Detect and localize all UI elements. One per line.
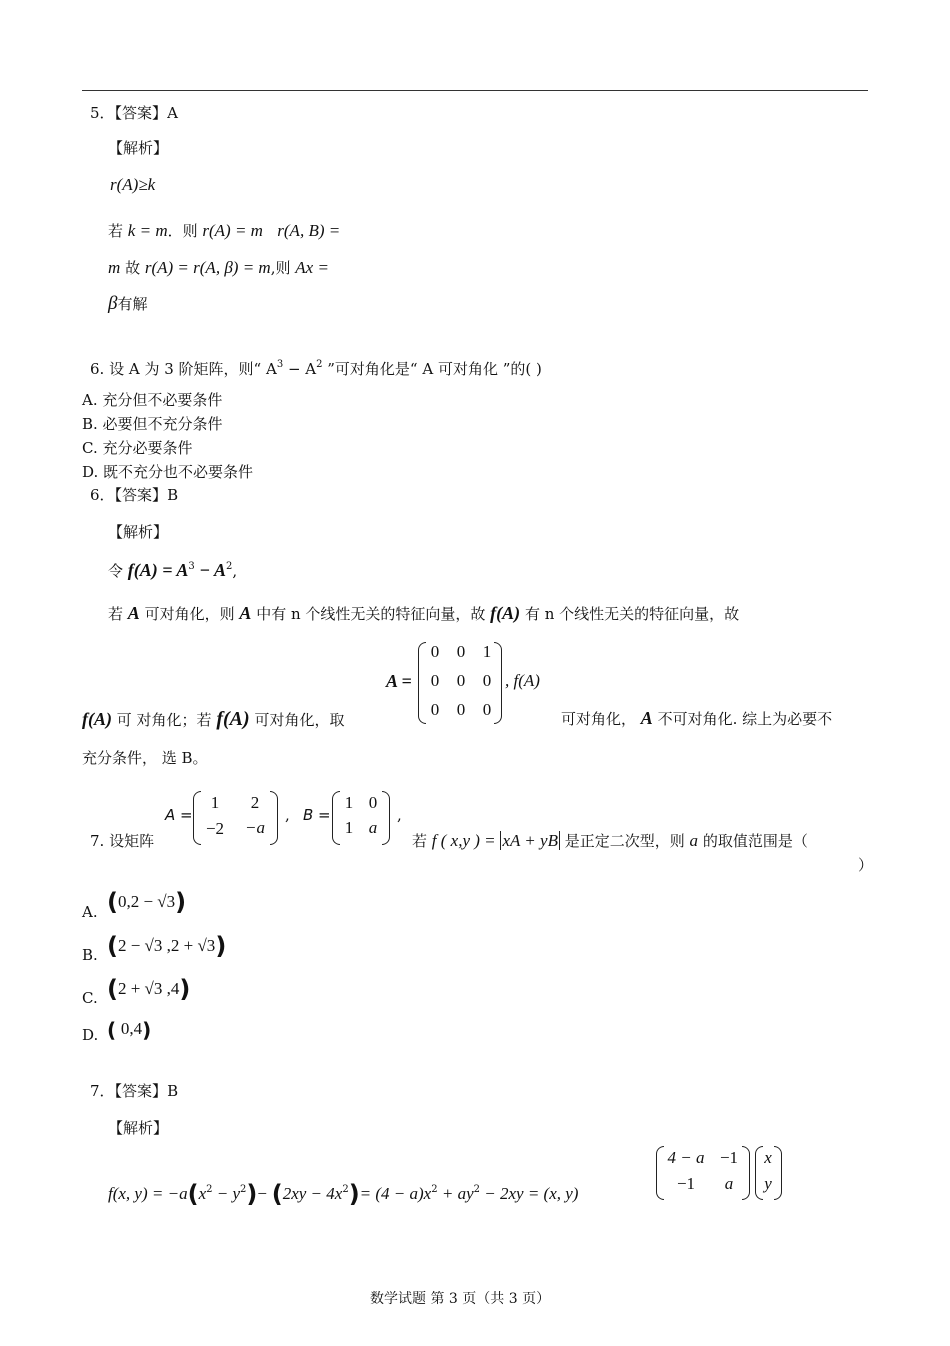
- q5-text: 故: [125, 259, 141, 277]
- q6-text: 令: [108, 562, 124, 580]
- q6-analysis-p2-left: [82, 708, 344, 731]
- q7-B-label: B =: [303, 806, 331, 824]
- q7-sup: 2: [342, 1184, 349, 1195]
- matrix-cell: 0: [456, 671, 466, 690]
- q7-option-a-text: 0,2 − √3: [117, 892, 176, 911]
- matrix-cell: 0: [482, 700, 492, 719]
- q6-math: f(A) = A: [127, 560, 189, 580]
- q7-close-paren: ）: [858, 856, 874, 874]
- matrix-cell: −1: [676, 1174, 696, 1193]
- left-paren-glyph: (: [107, 932, 118, 960]
- q7-B-matrix: [338, 791, 388, 843]
- q7-A-right-paren: [270, 791, 278, 845]
- q6-answer-line: [90, 484, 178, 505]
- q7-sup: 2: [240, 1184, 247, 1195]
- matrix-cell: 2: [250, 793, 260, 812]
- q7-comma: ,: [285, 806, 290, 824]
- q6-option-d: D. 既不充分也不必要条件: [82, 463, 254, 481]
- q5-rank-inequality: r(A)≥k: [110, 175, 156, 194]
- right-paren-glyph: ): [179, 975, 191, 1003]
- right-paren-glyph: ): [215, 932, 227, 960]
- q7-comma2: ,: [397, 806, 402, 824]
- matrix-cell: 0: [456, 642, 466, 661]
- q6-analysis-p1: [108, 603, 739, 624]
- q7-quad-matrix: [662, 1146, 748, 1198]
- q6-number: 6．: [90, 486, 115, 504]
- q7-sup: 2: [473, 1184, 480, 1195]
- left-paren-glyph: (: [271, 1180, 283, 1208]
- vector-cell: x: [764, 1148, 772, 1167]
- q5-answer-label: 【答案】: [114, 104, 168, 122]
- q5-math: r(A, B) =: [277, 221, 341, 240]
- q5-analysis-line2: [108, 220, 340, 241]
- left-paren-glyph: (: [107, 1018, 117, 1042]
- page-footer: 数学试题 第 3 页（共 3 页）: [370, 1291, 551, 1307]
- q6-matrix-after: , f(A): [505, 671, 540, 690]
- q6-option-b: B. 必要但不充分条件: [82, 415, 223, 433]
- q7-option-a-label: A.: [82, 903, 98, 921]
- matrix-cell: 1: [344, 793, 354, 812]
- q7-B-right-paren: [382, 791, 390, 845]
- matrix-cell: 4 − a: [667, 1148, 705, 1167]
- q7-math: + ay: [437, 1184, 474, 1203]
- matrix-cell: a: [724, 1174, 734, 1193]
- q7-answer-line: [90, 1080, 178, 1101]
- q6-answer-label: 【答案】: [114, 486, 168, 504]
- q7-math: x: [198, 1184, 207, 1203]
- q7-vector-right-paren: [774, 1146, 782, 1200]
- right-paren-glyph: ): [175, 888, 187, 916]
- q6-analysis-p2-right: [561, 708, 832, 729]
- q7-option-c: [107, 975, 190, 1003]
- q5-analysis-line3: [108, 257, 329, 278]
- q6-text: 6. 设 A 为 3 阶矩阵，则“ A: [90, 360, 277, 378]
- q7-option-b-label: B.: [82, 946, 98, 964]
- q7-text: 若: [412, 832, 428, 850]
- q7-sup: 2: [206, 1184, 213, 1195]
- matrix-cell: 1: [210, 793, 220, 812]
- left-paren-glyph: (: [107, 975, 118, 1003]
- matrix-cell: 0: [430, 642, 440, 661]
- q7-math: f ( x,y ) =: [431, 831, 496, 850]
- q7-option-c-label: C.: [82, 989, 98, 1007]
- q6-math: f(A): [490, 603, 521, 623]
- q5-answer-value: A: [167, 104, 178, 122]
- q6-text: 若: [108, 605, 124, 623]
- q7-option-b-text: 2 − √3 ,2 + √3: [117, 936, 216, 955]
- q6-answer-value: B: [167, 486, 179, 504]
- q7-answer-value: B: [167, 1082, 179, 1100]
- q7-stem-start: 7. 设矩阵: [90, 832, 155, 850]
- q7-text: 的取值范围是（: [702, 832, 808, 850]
- q7-math: − y: [212, 1184, 241, 1203]
- left-paren-glyph: (: [187, 1180, 199, 1208]
- q7-answer-label: 【答案】: [114, 1082, 168, 1100]
- left-paren-glyph: (: [107, 888, 118, 916]
- q6-text: ”可对角化是“ A 可对角化 ”的( ): [322, 360, 542, 378]
- q7-option-d-label: D.: [82, 1026, 99, 1044]
- q7-option-d: [107, 1018, 151, 1042]
- q7-math: = (4 − a)x: [359, 1184, 432, 1203]
- q6-text: − A: [283, 360, 317, 378]
- q7-A-label: A =: [165, 806, 193, 824]
- matrix-cell: 0: [456, 700, 466, 719]
- q7-sup: 2: [431, 1184, 438, 1195]
- matrix-cell: 0: [482, 671, 492, 690]
- q7-analysis-equation: [108, 1180, 578, 1208]
- q6-matrix: [424, 642, 500, 722]
- q6-math: f(A): [82, 709, 112, 729]
- q7-analysis-label: 【解析】: [108, 1119, 169, 1137]
- q6-sup: 2: [226, 561, 233, 572]
- matrix-cell: a: [368, 818, 378, 837]
- q7-determinant: xA + yB: [502, 831, 558, 850]
- q7-text: 是正定二次型，则: [564, 832, 685, 850]
- q6-analysis-label: 【解析】: [108, 523, 169, 541]
- q5-math: m: [108, 258, 121, 277]
- q7-option-b: [107, 932, 226, 960]
- q6-text: 不可对角化. 综上为必要不: [657, 710, 833, 728]
- q7-option-c-text: 2 + √3 ,4: [117, 979, 180, 998]
- q7-stem-rest: [412, 830, 808, 851]
- q6-math: A: [640, 708, 653, 728]
- q6-math: A: [239, 603, 252, 623]
- matrix-cell: −1: [719, 1148, 739, 1167]
- q6-sup: 3: [188, 561, 195, 572]
- q6-math: f(A): [216, 708, 250, 730]
- q7-math: a: [689, 831, 699, 850]
- matrix-cell: −a: [245, 818, 265, 837]
- matrix-cell: 1: [344, 818, 354, 837]
- q5-math: k = m: [127, 221, 168, 240]
- right-paren-glyph: ): [246, 1180, 258, 1208]
- right-paren-glyph: ): [142, 1018, 152, 1042]
- q6-matrix-label: A =: [386, 671, 412, 691]
- q5-text: 若: [108, 222, 124, 240]
- q6-math: − A: [194, 560, 227, 580]
- matrix-cell: 1: [482, 642, 492, 661]
- q6-option-c: C. 充分必要条件: [82, 439, 193, 457]
- q5-text: ．则: [167, 222, 198, 240]
- matrix-cell: 0: [430, 700, 440, 719]
- q6-text: 可 对角化；若: [116, 711, 212, 729]
- matrix-cell: 0: [430, 671, 440, 690]
- q7-option-a: [107, 888, 186, 916]
- q6-option-a: A. 充分但不必要条件: [82, 391, 223, 409]
- q6-stem: [90, 358, 542, 379]
- q6-sup: 3: [276, 359, 284, 370]
- q6-matrix-right-paren: [494, 642, 502, 724]
- q5-math: Ax =: [295, 258, 329, 277]
- q6-text: 可对角化，: [561, 710, 637, 728]
- q6-text: 中有 n 个线性无关的特征向量，故: [256, 605, 486, 623]
- q7-math: 2xy − 4x: [282, 1184, 343, 1203]
- q5-text: 有解: [117, 295, 148, 313]
- q7-math: −: [257, 1184, 267, 1203]
- q6-text: ,: [232, 562, 238, 580]
- matrix-cell: −2: [205, 819, 225, 838]
- q6-let-line: [108, 560, 237, 581]
- q6-math: A: [127, 603, 140, 623]
- q5-analysis-line4: [108, 293, 147, 315]
- q6-sup: 2: [316, 359, 323, 370]
- q5-text: ,则: [270, 259, 291, 277]
- vector-cell: y: [764, 1174, 772, 1193]
- q5-math: r(A) = m: [202, 221, 263, 240]
- q7-option-d-text: 0,4: [120, 1019, 143, 1038]
- header-rule: [82, 90, 868, 91]
- q7-number: 7．: [90, 1082, 115, 1100]
- q6-analysis-p3: 充分条件， 选 B。: [82, 749, 208, 767]
- q7-A-matrix: [200, 791, 270, 843]
- right-paren-glyph: ): [348, 1180, 360, 1208]
- q5-answer-line: [90, 102, 178, 123]
- q6-text: 有 n 个线性无关的特征向量，故: [524, 605, 740, 623]
- matrix-cell: 0: [368, 793, 378, 812]
- q7-math: − 2xy = (x, y): [480, 1184, 579, 1203]
- q7-quad-matrix-right-paren: [742, 1146, 750, 1200]
- q5-math: β: [108, 293, 118, 314]
- q5-analysis-label: 【解析】: [108, 139, 169, 157]
- q6-text: 可对角化，则: [144, 605, 235, 623]
- q6-text: 可对角化，取: [254, 711, 345, 729]
- q7-math: f(x, y) = −a: [108, 1184, 188, 1203]
- q5-math: r(A) = r(A, β) = m: [144, 258, 271, 277]
- q5-number: 5．: [90, 104, 115, 122]
